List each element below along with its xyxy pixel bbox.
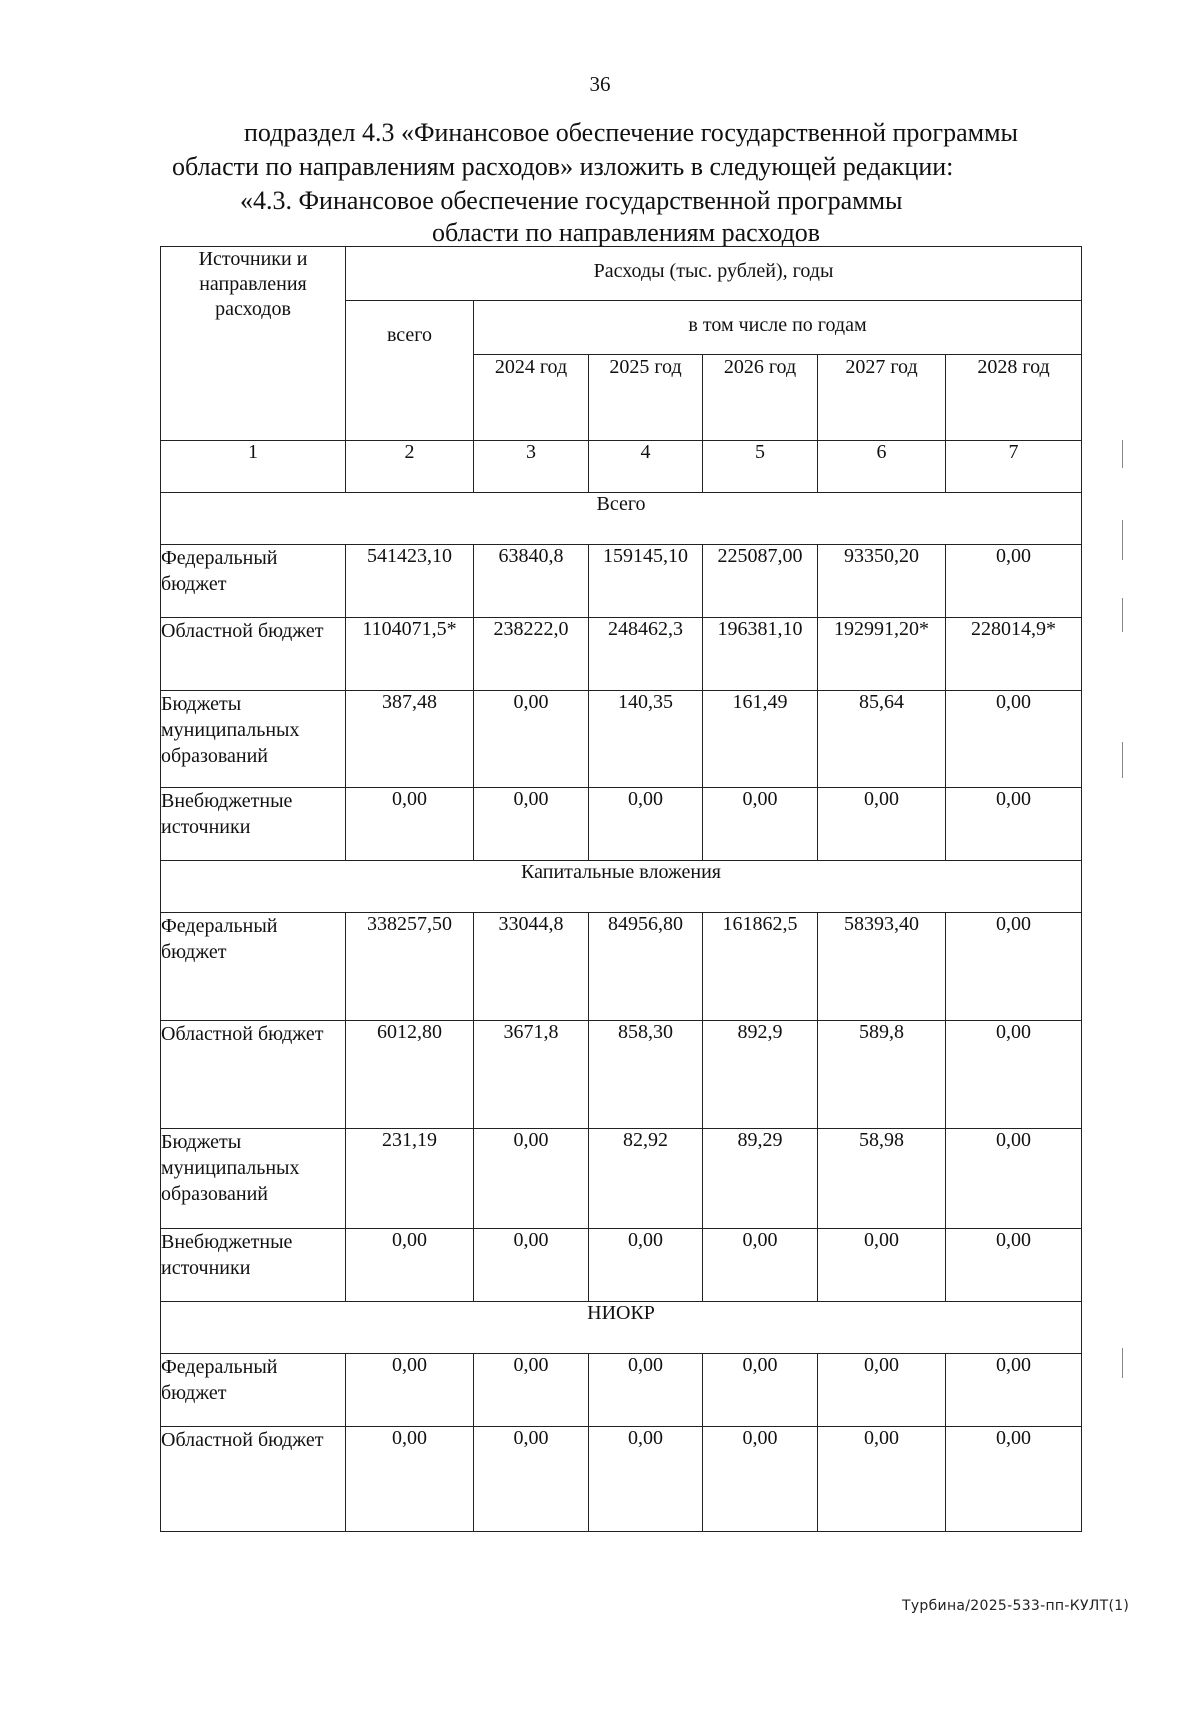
section-title-line-2: области по направлениям расходов — [432, 218, 821, 247]
value-cell: 192991,20* — [818, 618, 946, 691]
value-cell: 238222,0 — [474, 618, 589, 691]
section-header-row — [161, 861, 1082, 913]
value-cell: 0,00 — [474, 1427, 589, 1532]
scan-artifact — [1122, 520, 1123, 560]
table-row — [161, 1129, 1082, 1229]
section-title: Всего — [161, 493, 1082, 545]
value-cell: 589,8 — [818, 1021, 946, 1129]
column-number: 7 — [946, 441, 1082, 493]
intro-text-line-2: области по направлениям расходов» изложить в следующей редакции: — [172, 152, 954, 181]
row-label: Областной бюджет — [161, 1021, 346, 1129]
value-cell: 0,00 — [346, 1229, 474, 1302]
value-cell: 0,00 — [946, 913, 1082, 1021]
value-cell: 140,35 — [589, 691, 703, 788]
table-row — [161, 1354, 1082, 1427]
header-by-years: в том числе по годам — [474, 301, 1082, 355]
value-cell: 0,00 — [346, 788, 474, 861]
value-cell: 0,00 — [946, 1229, 1082, 1302]
column-number: 5 — [703, 441, 818, 493]
value-cell: 0,00 — [474, 1229, 589, 1302]
value-cell: 541423,10 — [346, 545, 474, 618]
row-label: Федеральный бюджет — [161, 913, 346, 1021]
row-label: Внебюджетные источники — [161, 1229, 346, 1302]
value-cell: 0,00 — [946, 1427, 1082, 1532]
value-cell: 0,00 — [946, 1129, 1082, 1229]
column-number: 1 — [161, 441, 346, 493]
row-label: Областной бюджет — [161, 1427, 346, 1532]
document-code: Турбина/2025-533-пп-КУЛТ(1) — [902, 1598, 1130, 1614]
header-year: 2026 год — [703, 355, 818, 441]
value-cell: 85,64 — [818, 691, 946, 788]
value-cell: 248462,3 — [589, 618, 703, 691]
value-cell: 0,00 — [703, 788, 818, 861]
section-title-line-1: «4.3. Финансовое обеспечение государственной программы — [240, 186, 903, 215]
table-row — [161, 1229, 1082, 1302]
scan-artifact — [1122, 440, 1123, 468]
value-cell: 3671,8 — [474, 1021, 589, 1129]
value-cell: 0,00 — [474, 691, 589, 788]
header-year: 2028 год — [946, 355, 1082, 441]
value-cell: 1104071,5* — [346, 618, 474, 691]
column-number: 6 — [818, 441, 946, 493]
header-total: всего — [346, 301, 474, 441]
header-expenses: Расходы (тыс. рублей), годы — [346, 247, 1082, 301]
value-cell: 387,48 — [346, 691, 474, 788]
value-cell: 0,00 — [589, 1229, 703, 1302]
scan-artifact — [1122, 598, 1123, 632]
row-label: Областной бюджет — [161, 618, 346, 691]
value-cell: 0,00 — [589, 1427, 703, 1532]
value-cell: 84956,80 — [589, 913, 703, 1021]
value-cell: 0,00 — [589, 788, 703, 861]
table-row — [161, 545, 1082, 618]
value-cell: 228014,9* — [946, 618, 1082, 691]
value-cell: 892,9 — [703, 1021, 818, 1129]
value-cell: 161862,5 — [703, 913, 818, 1021]
value-cell: 0,00 — [818, 1229, 946, 1302]
row-label: Федеральный бюджет — [161, 1354, 346, 1427]
value-cell: 0,00 — [703, 1229, 818, 1302]
section-title: НИОКР — [161, 1302, 1082, 1354]
value-cell: 0,00 — [346, 1427, 474, 1532]
value-cell: 231,19 — [346, 1129, 474, 1229]
table-row — [161, 913, 1082, 1021]
value-cell: 0,00 — [818, 1427, 946, 1532]
value-cell: 58,98 — [818, 1129, 946, 1229]
value-cell: 0,00 — [474, 788, 589, 861]
column-number: 3 — [474, 441, 589, 493]
row-label: Федеральный бюджет — [161, 545, 346, 618]
value-cell: 0,00 — [946, 1021, 1082, 1129]
row-label: Внебюджетные источники — [161, 788, 346, 861]
value-cell: 161,49 — [703, 691, 818, 788]
section-title: Капитальные вложения — [161, 861, 1082, 913]
value-cell: 0,00 — [346, 1354, 474, 1427]
value-cell: 0,00 — [946, 691, 1082, 788]
financing-table — [160, 246, 1082, 1532]
header-year: 2025 год — [589, 355, 703, 441]
value-cell: 0,00 — [474, 1354, 589, 1427]
column-number: 4 — [589, 441, 703, 493]
table-row — [161, 1427, 1082, 1532]
value-cell: 0,00 — [818, 788, 946, 861]
table-row — [161, 691, 1082, 788]
value-cell: 338257,50 — [346, 913, 474, 1021]
section-header-row — [161, 1302, 1082, 1354]
value-cell: 6012,80 — [346, 1021, 474, 1129]
intro-text-line-1: подраздел 4.3 «Финансовое обеспечение государственной программы — [244, 118, 1018, 147]
value-cell: 82,92 — [589, 1129, 703, 1229]
value-cell: 196381,10 — [703, 618, 818, 691]
header-year: 2024 год — [474, 355, 589, 441]
value-cell: 93350,20 — [818, 545, 946, 618]
row-label: Бюджеты муниципальных образований — [161, 691, 346, 788]
table-row — [161, 1021, 1082, 1129]
column-number: 2 — [346, 441, 474, 493]
scan-artifact — [1122, 1348, 1123, 1378]
value-cell: 0,00 — [946, 788, 1082, 861]
table-row — [161, 618, 1082, 691]
table-row — [161, 788, 1082, 861]
value-cell: 0,00 — [589, 1354, 703, 1427]
value-cell: 159145,10 — [589, 545, 703, 618]
value-cell: 63840,8 — [474, 545, 589, 618]
value-cell: 0,00 — [946, 1354, 1082, 1427]
header-sources: Источники и направления расходов — [161, 247, 346, 441]
page-number: 36 — [589, 72, 611, 96]
value-cell: 225087,00 — [703, 545, 818, 618]
value-cell: 89,29 — [703, 1129, 818, 1229]
value-cell: 0,00 — [474, 1129, 589, 1229]
value-cell: 58393,40 — [818, 913, 946, 1021]
value-cell: 0,00 — [818, 1354, 946, 1427]
value-cell: 0,00 — [946, 545, 1082, 618]
section-header-row — [161, 493, 1082, 545]
row-label: Бюджеты муниципальных образований — [161, 1129, 346, 1229]
value-cell: 33044,8 — [474, 913, 589, 1021]
value-cell: 0,00 — [703, 1427, 818, 1532]
scan-artifact — [1122, 742, 1123, 778]
header-year: 2027 год — [818, 355, 946, 441]
value-cell: 0,00 — [703, 1354, 818, 1427]
value-cell: 858,30 — [589, 1021, 703, 1129]
